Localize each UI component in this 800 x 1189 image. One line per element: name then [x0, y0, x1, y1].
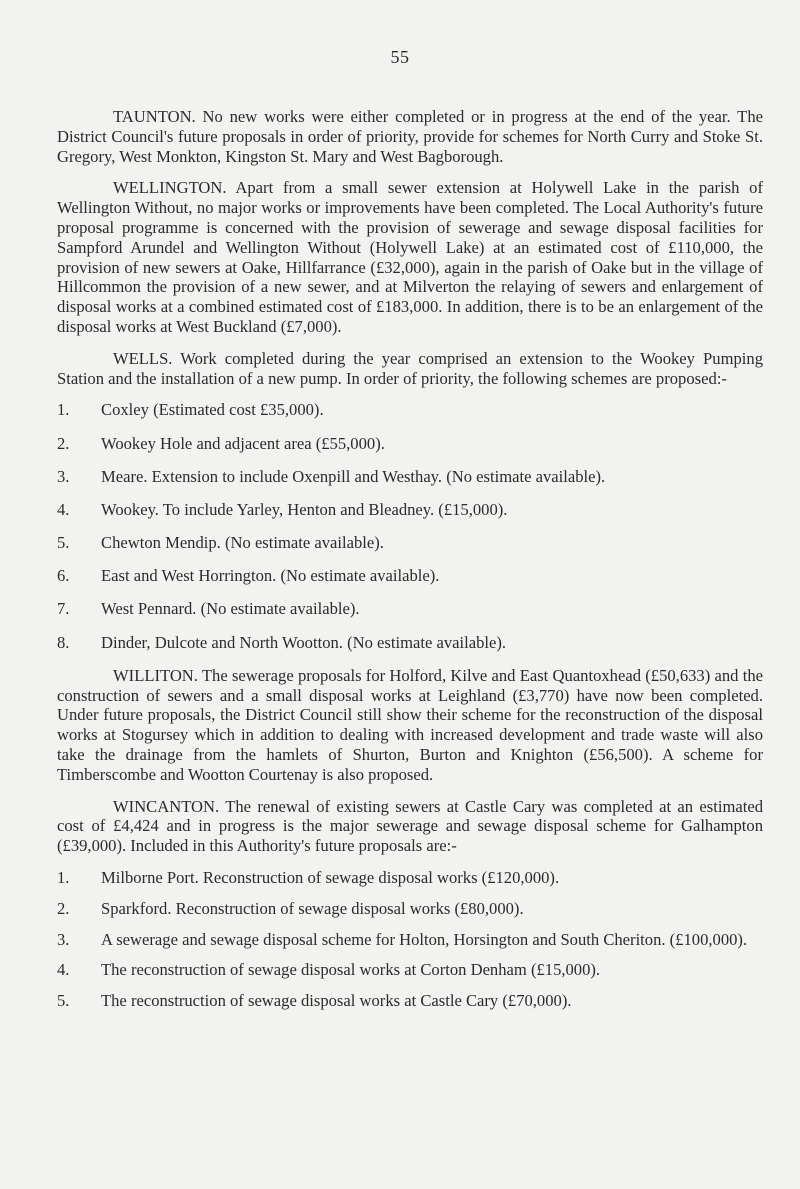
list-number: 5. [57, 991, 70, 1011]
list-text: Chewton Mendip. (No estimate available). [101, 533, 384, 553]
list-number: 6. [57, 566, 70, 586]
list-text: Wookey. To include Yarley, Henton and Bleadney. (£15,000). [101, 499, 508, 519]
paragraph-taunton: TAUNTON. No new works were either completed or in progress at the end of the year. The District Council's future proposals in order of priority, provide for schemes for North Curry and Stoke St. Gregory, West Monkton, Kingston St. Mary and West Bagborough. [57, 107, 763, 166]
list-text: The reconstruction of sewage disposal works at Castle Cary (£70,000). [101, 991, 572, 1011]
list-text: Milborne Port. Reconstruction of sewage disposal works (£120,000). [101, 868, 560, 888]
list-text: A sewerage and sewage disposal scheme for Holton, Horsington and South Cheriton. (£100,000). [101, 929, 748, 949]
list-text: Coxley (Estimated cost £35,000). [101, 400, 324, 420]
list-item [57, 566, 763, 586]
wells-schemes-list [57, 400, 763, 652]
list-item [57, 400, 763, 420]
list-number: 1. [57, 868, 70, 888]
list-text: East and West Horrington. (No estimate available). [101, 566, 440, 586]
list-number: 3. [57, 929, 70, 949]
list-number: 4. [57, 960, 70, 980]
list-item [57, 930, 763, 950]
list-item [57, 633, 763, 653]
list-number: 7. [57, 599, 70, 619]
document-body [57, 107, 763, 1023]
list-number: 3. [57, 466, 70, 486]
list-text: Wookey Hole and adjacent area (£55,000). [101, 433, 385, 453]
wincanton-proposals-list [57, 868, 763, 1011]
list-text: Sparkford. Reconstruction of sewage disposal works (£80,000). [101, 898, 524, 918]
list-item [57, 868, 763, 888]
list-text: Dinder, Dulcote and North Wootton. (No estimate available). [101, 632, 507, 652]
list-number: 5. [57, 533, 70, 553]
paragraph-wellington: WELLINGTON. Apart from a small sewer extension at Holywell Lake in the parish of Wellington Without, no major works or improvements have been completed. The Local Authority's future proposal programme is concerned with the provision of sewerage and sewage disposal facilities for Sampford Arundel and Wellington Without (Holywell Lake) at an estimated cost of £110,000, the provision of new sewers at Oake, Hillfarrance (£32,000), again in the parish of Oake but in the village of Hillcommon the provision of a new sewer, and at Milverton the relaying of sewers and enlargement of disposal works at a combined estimated cost of £183,000. In addition, there is to be an enlargement of the disposal works at West Buckland (£7,000). [57, 178, 763, 336]
list-number: 4. [57, 499, 70, 519]
list-number: 8. [57, 632, 70, 652]
list-text: The reconstruction of sewage disposal works at Corton Denham (£15,000). [101, 960, 601, 980]
list-item [57, 533, 763, 553]
list-item [57, 500, 763, 520]
list-item [57, 467, 763, 487]
list-item [57, 991, 763, 1011]
list-number: 1. [57, 400, 70, 420]
paragraph-wincanton: WINCANTON. The renewal of existing sewers at Castle Cary was completed at an estimated cost of £4,424 and in progress is the major sewerage and sewage disposal scheme for Galhampton (£39,000). Included in this Authority's future proposals are:- [57, 796, 763, 856]
paragraph-williton: WILLITON. The sewerage proposals for Holford, Kilve and East Quantoxhead (£50,633) and the construction of sewers and a small disposal works at Leighland (£3,770) have now been completed. Under future proposals, the District Council still show their scheme for the reconstruction of the disposal works at Stogursey which in addition to dealing with increased development and trade waste will also take the drainage from the hamlets of Shurton, Burton and Knighton (£56,500). A scheme for Timberscombe and Wootton Courtenay is also proposed. [57, 665, 763, 784]
list-text: West Pennard. (No estimate available). [101, 599, 360, 619]
list-item [57, 899, 763, 919]
list-number: 2. [57, 433, 70, 453]
paragraph-wells: WELLS. Work completed during the year comprised an extension to the Wookey Pumping Station and the installation of a new pump. In order of priority, the following schemes are proposed:- [57, 348, 763, 388]
list-item [57, 960, 763, 980]
list-item [57, 434, 763, 454]
page-number: 55 [390, 47, 410, 67]
list-item [57, 599, 763, 619]
list-text: Meare. Extension to include Oxenpill and Westhay. (No estimate available). [101, 466, 606, 486]
list-number: 2. [57, 898, 70, 918]
